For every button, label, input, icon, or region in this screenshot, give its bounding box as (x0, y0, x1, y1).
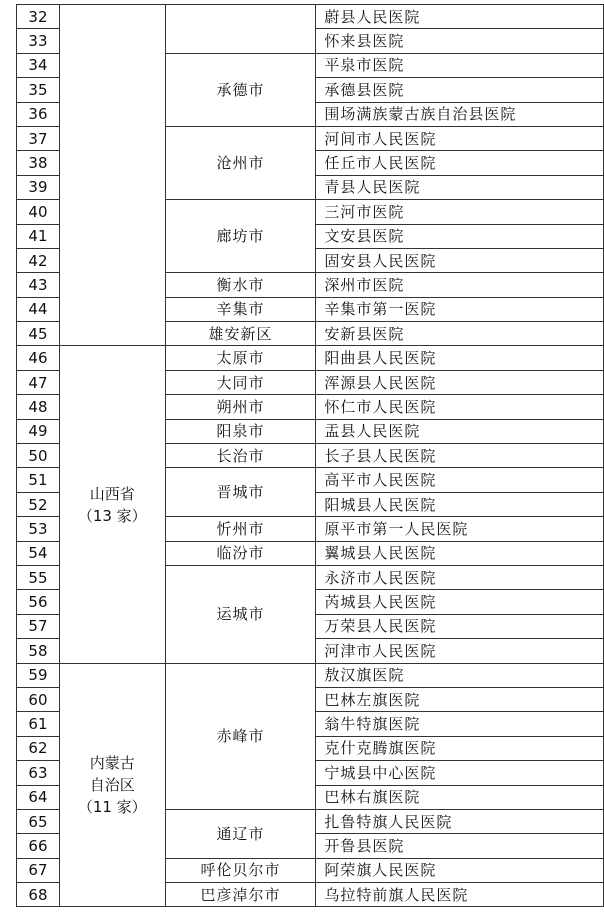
hospital-name-cell: 任丘市人民医院 (316, 151, 604, 175)
row-number: 46 (17, 346, 60, 370)
hospital-name-cell: 万荣县人民医院 (316, 614, 604, 638)
hospital-name-cell: 安新县医院 (316, 322, 604, 346)
hospital-name-cell: 三河市医院 (316, 200, 604, 224)
city-cell: 廊坊市 (165, 200, 316, 273)
province-label-line: 自治区 (89, 776, 135, 794)
city-cell (165, 5, 316, 54)
table-row (17, 346, 604, 370)
row-number: 38 (17, 151, 60, 175)
hospital-name-cell: 芮城县人民医院 (316, 590, 604, 614)
hospital-name-cell: 文安县医院 (316, 224, 604, 248)
hospital-name-cell: 平泉市医院 (316, 53, 604, 77)
hospital-name-cell: 河津市人民医院 (316, 639, 604, 663)
city-cell: 衡水市 (165, 273, 316, 297)
table-body (17, 5, 604, 907)
hospital-name-cell: 固安县人民医院 (316, 248, 604, 272)
city-cell: 通辽市 (165, 809, 316, 858)
hospital-name-cell: 怀仁市人民医院 (316, 395, 604, 419)
hospital-name-cell: 长子县人民医院 (316, 444, 604, 468)
row-number: 41 (17, 224, 60, 248)
city-cell: 赤峰市 (165, 663, 316, 809)
hospital-name-cell: 高平市人民医院 (316, 468, 604, 492)
row-number: 39 (17, 175, 60, 199)
row-number: 55 (17, 565, 60, 589)
city-cell: 晋城市 (165, 468, 316, 517)
province-cell (59, 346, 165, 663)
row-number: 51 (17, 468, 60, 492)
city-cell: 辛集市 (165, 297, 316, 321)
row-number: 49 (17, 419, 60, 443)
hospital-name-cell: 翁牛特旗医院 (316, 712, 604, 736)
row-number: 63 (17, 761, 60, 785)
row-number: 40 (17, 200, 60, 224)
row-number: 62 (17, 736, 60, 760)
city-cell: 巴彦淖尔市 (165, 883, 316, 907)
hospital-name-cell: 宁城县中心医院 (316, 761, 604, 785)
city-cell: 长治市 (165, 444, 316, 468)
hospital-name-cell: 巴林右旗医院 (316, 785, 604, 809)
hospital-name-cell: 乌拉特前旗人民医院 (316, 883, 604, 907)
city-cell: 承德市 (165, 53, 316, 126)
row-number: 47 (17, 370, 60, 394)
city-cell: 呼伦贝尔市 (165, 858, 316, 882)
row-number: 36 (17, 102, 60, 126)
hospital-name-cell: 开鲁县医院 (316, 834, 604, 858)
hospital-name-cell: 承德县医院 (316, 78, 604, 102)
province-label-line: （11 家） (77, 798, 147, 816)
row-number: 43 (17, 273, 60, 297)
city-cell: 大同市 (165, 370, 316, 394)
row-number: 42 (17, 248, 60, 272)
hospital-name-cell: 怀来县医院 (316, 29, 604, 53)
table-row (17, 663, 604, 687)
hospital-name-cell: 敖汉旗医院 (316, 663, 604, 687)
row-number: 65 (17, 809, 60, 833)
province-cell (59, 5, 165, 346)
row-number: 48 (17, 395, 60, 419)
city-cell: 朔州市 (165, 395, 316, 419)
row-number: 68 (17, 883, 60, 907)
province-cell (59, 663, 165, 907)
city-cell: 雄安新区 (165, 322, 316, 346)
city-cell: 太原市 (165, 346, 316, 370)
row-number: 64 (17, 785, 60, 809)
hospital-name-cell: 扎鲁特旗人民医院 (316, 809, 604, 833)
row-number: 58 (17, 639, 60, 663)
province-label-line: （13 家） (77, 506, 147, 525)
hospital-name-cell: 围场满族蒙古族自治县医院 (316, 102, 604, 126)
row-number: 54 (17, 541, 60, 565)
row-number: 66 (17, 834, 60, 858)
row-number: 61 (17, 712, 60, 736)
row-number: 59 (17, 663, 60, 687)
row-number: 67 (17, 858, 60, 882)
row-number: 53 (17, 517, 60, 541)
hospital-name-cell: 翼城县人民医院 (316, 541, 604, 565)
row-number: 44 (17, 297, 60, 321)
province-label-line: 内蒙古 (89, 754, 135, 772)
row-number: 45 (17, 322, 60, 346)
hospital-name-cell: 永济市人民医院 (316, 565, 604, 589)
hospital-name-cell: 盂县人民医院 (316, 419, 604, 443)
hospital-name-cell: 辛集市第一医院 (316, 297, 604, 321)
city-cell: 忻州市 (165, 517, 316, 541)
table-row (17, 5, 604, 29)
hospital-name-cell: 阳曲县人民医院 (316, 346, 604, 370)
province-label-line: 山西省 (89, 484, 135, 503)
row-number: 35 (17, 78, 60, 102)
hospital-name-cell: 巴林左旗医院 (316, 687, 604, 711)
hospital-name-cell: 浑源县人民医院 (316, 370, 604, 394)
hospital-name-cell: 克什克腾旗医院 (316, 736, 604, 760)
row-number: 57 (17, 614, 60, 638)
hospital-name-cell: 阿荣旗人民医院 (316, 858, 604, 882)
row-number: 34 (17, 53, 60, 77)
city-cell: 沧州市 (165, 126, 316, 199)
hospital-list-table (16, 4, 604, 907)
hospital-name-cell: 青县人民医院 (316, 175, 604, 199)
hospital-name-cell: 蔚县人民医院 (316, 5, 604, 29)
row-number: 60 (17, 687, 60, 711)
hospital-name-cell: 原平市第一人民医院 (316, 517, 604, 541)
hospital-name-cell: 阳城县人民医院 (316, 492, 604, 516)
row-number: 33 (17, 29, 60, 53)
row-number: 37 (17, 126, 60, 150)
row-number: 52 (17, 492, 60, 516)
hospital-name-cell: 深州市医院 (316, 273, 604, 297)
city-cell: 运城市 (165, 565, 316, 663)
row-number: 32 (17, 5, 60, 29)
row-number: 56 (17, 590, 60, 614)
hospital-name-cell: 河间市人民医院 (316, 126, 604, 150)
row-number: 50 (17, 444, 60, 468)
city-cell: 临汾市 (165, 541, 316, 565)
city-cell: 阳泉市 (165, 419, 316, 443)
